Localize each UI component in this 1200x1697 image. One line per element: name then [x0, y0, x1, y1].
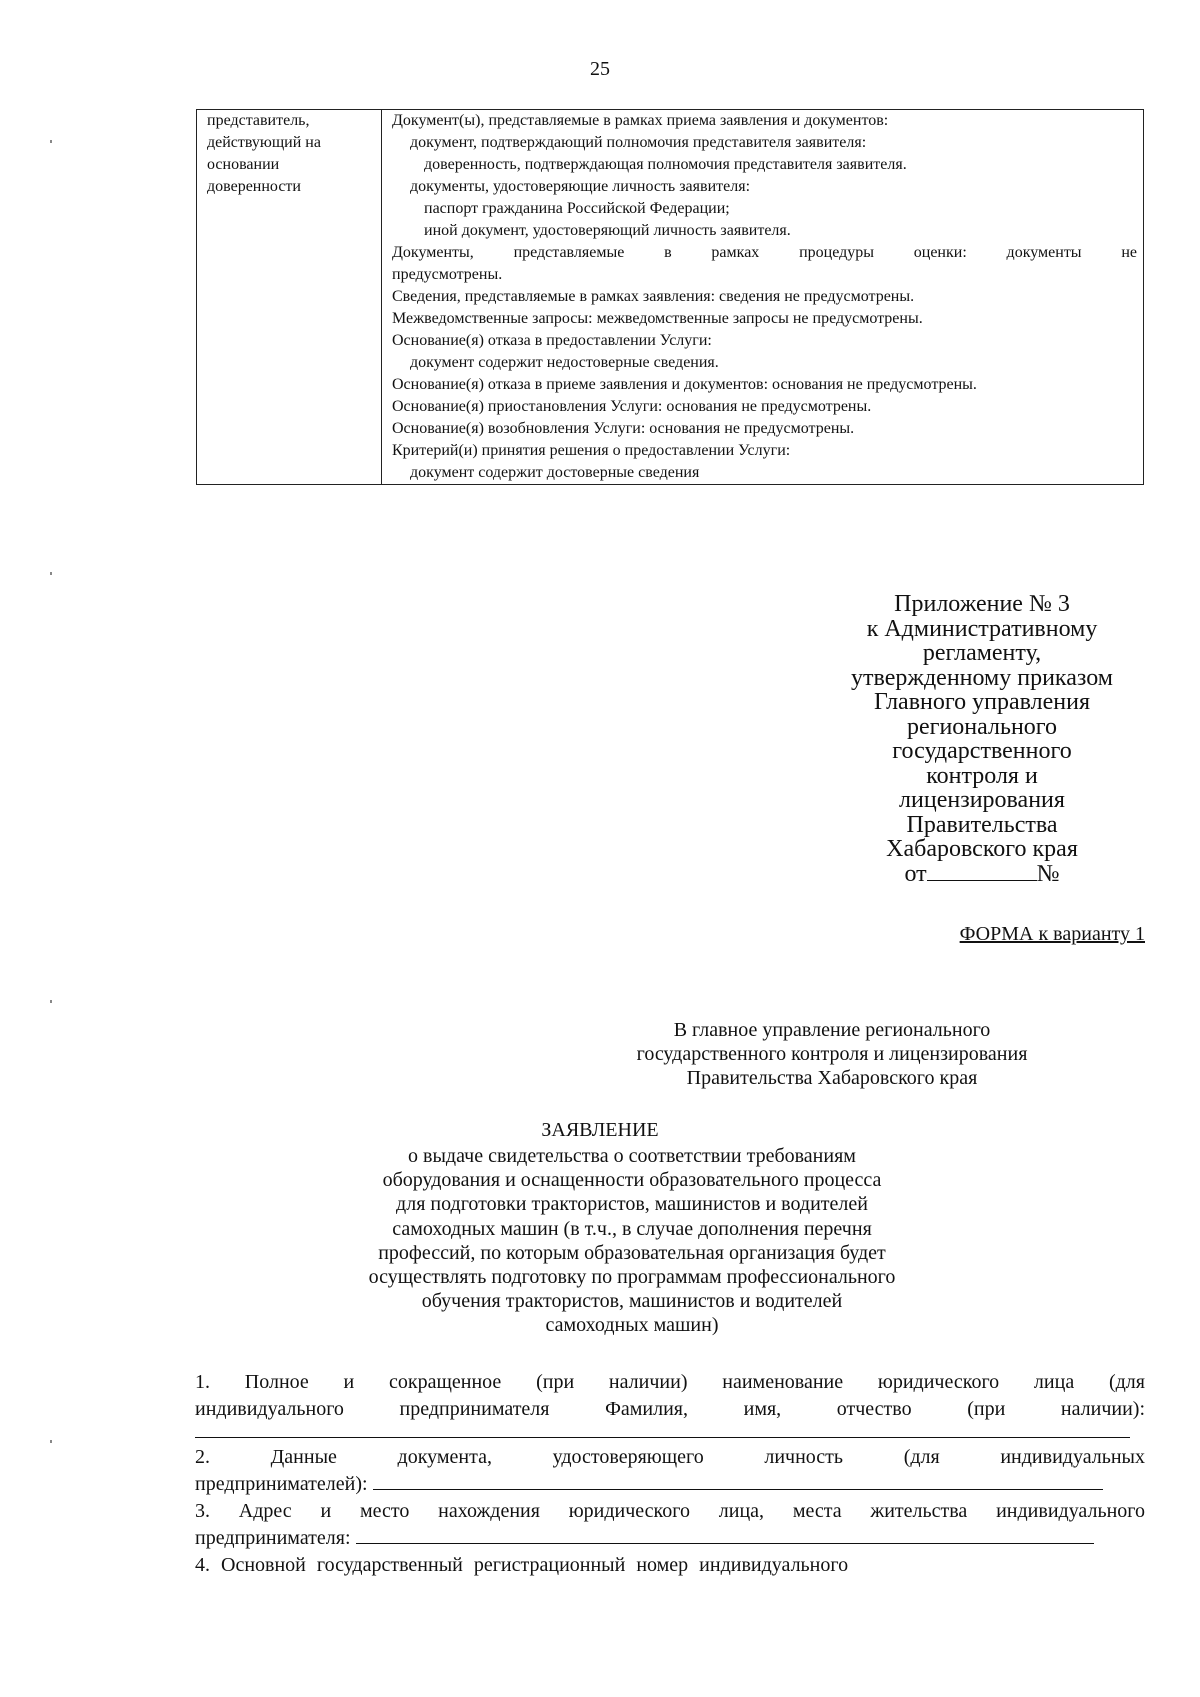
appendix-line: государственного — [892, 738, 1072, 764]
table-row — [197, 110, 1144, 485]
cell-line: Документы, представляемые в рамках процедуры оценки: документы не — [392, 244, 1137, 261]
field-4-line-1: 4. Основной государственный регистрационный номер индивидуального — [195, 1554, 849, 1576]
statement-title: ЗАЯВЛЕНИЕ — [541, 1119, 659, 1141]
cell-line: документы, удостоверяющие личность заявителя: — [410, 178, 751, 195]
scan-artifact — [50, 1440, 52, 1443]
statement-subtitle — [300, 1144, 964, 1338]
date-prefix: от — [904, 860, 927, 887]
subtitle-line: осуществлять подготовку по программам профессионального — [368, 1266, 896, 1289]
appendix-line: к Административному — [866, 615, 1098, 642]
cell-line: иной документ, удостоверяющий личность заявителя. — [424, 222, 791, 239]
cell-line: предусмотрены. — [392, 266, 503, 283]
addressee-line: В главное управление регионального — [673, 1019, 991, 1041]
cell-line: Критерий(и) принятия решения о предоставлении Услуги: — [392, 442, 791, 459]
field-2-line-1: 2. Данные документа, удостоверяющего личность (для индивидуальных — [195, 1446, 1145, 1468]
subtitle-line: самоходных машин) — [545, 1314, 719, 1337]
cell-line: документ содержит достоверные сведения — [410, 464, 700, 481]
field-1-blank[interactable] — [195, 1423, 1130, 1438]
field-1-line-2: индивидуального предпринимателя Фамилия, имя, отчество (при наличии): — [195, 1398, 1145, 1420]
cell-line: Сведения, представляемые в рамках заявления: сведения не предусмотрены. — [392, 288, 915, 305]
appendix-line: регионального — [906, 713, 1058, 740]
field-3-label: предпринимателя: — [195, 1527, 351, 1549]
appendix-line: Приложение № 3 — [894, 591, 1070, 617]
left-cell-line: основании — [207, 156, 280, 173]
appendix-line: лицензирования — [899, 787, 1065, 813]
appendix-line: утвержденному приказом — [851, 664, 1113, 691]
subtitle-line: для подготовки трактористов, машинистов и водителей — [396, 1193, 868, 1216]
requirements-table — [196, 109, 1144, 485]
date-blank — [927, 862, 1037, 881]
appendix-date-line — [812, 862, 1152, 887]
appendix-line: контроля и — [926, 762, 1038, 789]
form-variant-label: ФОРМА к варианту 1 — [959, 923, 1145, 945]
cell-line: Межведомственные запросы: межведомственные запросы не предусмотрены. — [392, 310, 923, 327]
subtitle-line: самоходных машин (в т.ч., в случае дополнения перечня — [392, 1217, 872, 1240]
cell-line: доверенность, подтверждающая полномочия представителя заявителя. — [424, 156, 907, 173]
cell-line: паспорт гражданина Российской Федерации; — [424, 200, 730, 217]
scan-artifact — [50, 1000, 52, 1003]
scan-artifact — [50, 140, 52, 143]
left-cell-line: доверенности — [207, 178, 301, 195]
cell-line: Документ(ы), представляемые в рамках приема заявления и документов: — [392, 112, 889, 129]
field-3-line-2 — [195, 1525, 1145, 1552]
documents-cell — [382, 110, 1144, 485]
field-2-line-2 — [195, 1471, 1145, 1498]
cell-line: документ содержит недостоверные сведения. — [410, 354, 719, 371]
field-3-line-1: 3. Адрес и место нахождения юридического лица, места жительства индивидуального — [195, 1500, 1145, 1522]
appendix-line: Главного управления — [874, 689, 1090, 715]
cell-line: Основание(я) возобновления Услуги: основания не предусмотрены. — [392, 420, 855, 437]
cell-line: Основание(я) приостановления Услуги: основания не предусмотрены. — [392, 398, 872, 415]
subtitle-line: обучения трактористов, машинистов и водителей — [421, 1290, 843, 1313]
scan-artifact — [50, 572, 52, 575]
applicant-category-cell — [197, 110, 382, 485]
page-number: 25 — [590, 58, 610, 80]
field-1-line-1: 1. Полное и сокращенное (при наличии) наименование юридического лица (для — [195, 1371, 1145, 1393]
number-sign: № — [1036, 860, 1060, 887]
addressee-block — [568, 1018, 1096, 1090]
subtitle-line: профессий, по которым образовательная организация будет — [378, 1241, 886, 1264]
cell-line: Основание(я) отказа в приеме заявления и документов: основания не предусмотрены. — [392, 376, 977, 393]
addressee-line: государственного контроля и лицензирования — [636, 1043, 1028, 1065]
field-2-blank[interactable] — [373, 1471, 1103, 1490]
field-3-blank[interactable] — [356, 1525, 1094, 1544]
appendix-heading — [812, 592, 1152, 886]
addressee-line: Правительства Хабаровского края — [686, 1067, 978, 1089]
left-cell-line: действующий на — [207, 134, 321, 151]
appendix-line: Хабаровского края — [886, 836, 1078, 862]
cell-line: Основание(я) отказа в предоставлении Услуги: — [392, 332, 712, 349]
field-2-label: предпринимателей): — [195, 1473, 368, 1495]
appendix-line: регламенту, — [922, 640, 1042, 666]
application-fields — [195, 1369, 1145, 1579]
cell-line: документ, подтверждающий полномочия представителя заявителя: — [410, 134, 867, 151]
left-cell-line: представитель, — [207, 112, 310, 129]
appendix-line: Правительства — [906, 811, 1058, 838]
subtitle-line: о выдаче свидетельства о соответствии требованиям — [408, 1145, 856, 1167]
subtitle-line: оборудования и оснащенности образовательного процесса — [382, 1169, 882, 1192]
